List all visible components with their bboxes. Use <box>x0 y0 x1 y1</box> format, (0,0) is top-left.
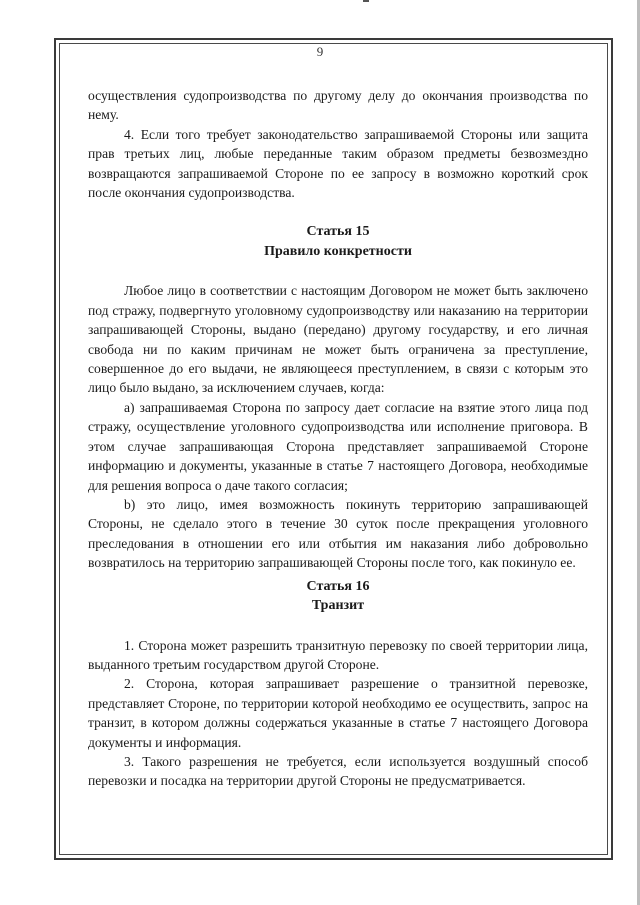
paragraph: 4. Если того требует законодательство запрашиваемой Стороны или защита прав третьих лиц, любые переданные таким образом предметы безвозмездно возвращаются запрашиваемой Стороне по ее запросу в возможно короткий срок после окончания судопроизводства. <box>88 126 588 201</box>
paragraph: 1. Сторона может разрешить транзитную перевозку по своей территории лица, выданного третьим государством другой Стороне. <box>88 637 588 672</box>
page-number: 9 <box>316 44 324 59</box>
article-title: Транзит <box>311 598 365 614</box>
paragraph: 3. Такого разрешения не требуется, если используется воздушный способ перевозки и посадка на территории другой Стороны не предусматривается. <box>88 753 588 789</box>
paragraph: 2. Сторона, которая запрашивает разрешение о транзитной перевозке, представляет Стороне, по территории которой необходимо ее осуществить, запрос на транзит, в котором должны содержаться указанные в статье 7 настоящего Договора документы и информация. <box>88 676 588 750</box>
article-number: Статья 16 <box>306 578 370 594</box>
article-title: Правило конкретности <box>264 243 412 259</box>
article-number: Статья 15 <box>306 224 370 240</box>
paragraph: a) запрашиваемая Сторона по запросу дает согласие на взятие этого лица под стражу, осуществление уголовного судопроизводства или исполнение приговора. В этом случае запрашивающая Сторона представляет запрашиваемой Стороне информацию и документы, указанные в статье 7 настоящего Договора, необходимые для решения вопроса о даче такого согласия; <box>88 399 588 493</box>
scan-mark <box>363 0 369 2</box>
paragraph: b) это лицо, имея возможность покинуть территорию запрашивающей Стороны, не сделало этого в течение 30 суток после прекращения уголовного преследования в отношении его или отбытия им наказания либо добровольно возвратилось на территорию запрашивающей Стороны после того, как покинуло ее. <box>88 496 588 571</box>
paragraph: Любое лицо в соответствии с настоящим Договором не может быть заключено под стражу, подвергнуто уголовному судопроизводству или наказанию на территории запрашивающей Стороны, выдано (передано) другому государству, и его личная свобода ни по каким причинам не может быть ограничена за преступление, совершенное до его выдачи, не являющееся преступлением, в связи с которым это лицо было выдано, за исключением случаев, когда: <box>88 283 588 396</box>
document-body <box>88 86 588 791</box>
paragraph: осуществления судопроизводства по другому делу до окончания производства по нему. <box>88 88 588 123</box>
